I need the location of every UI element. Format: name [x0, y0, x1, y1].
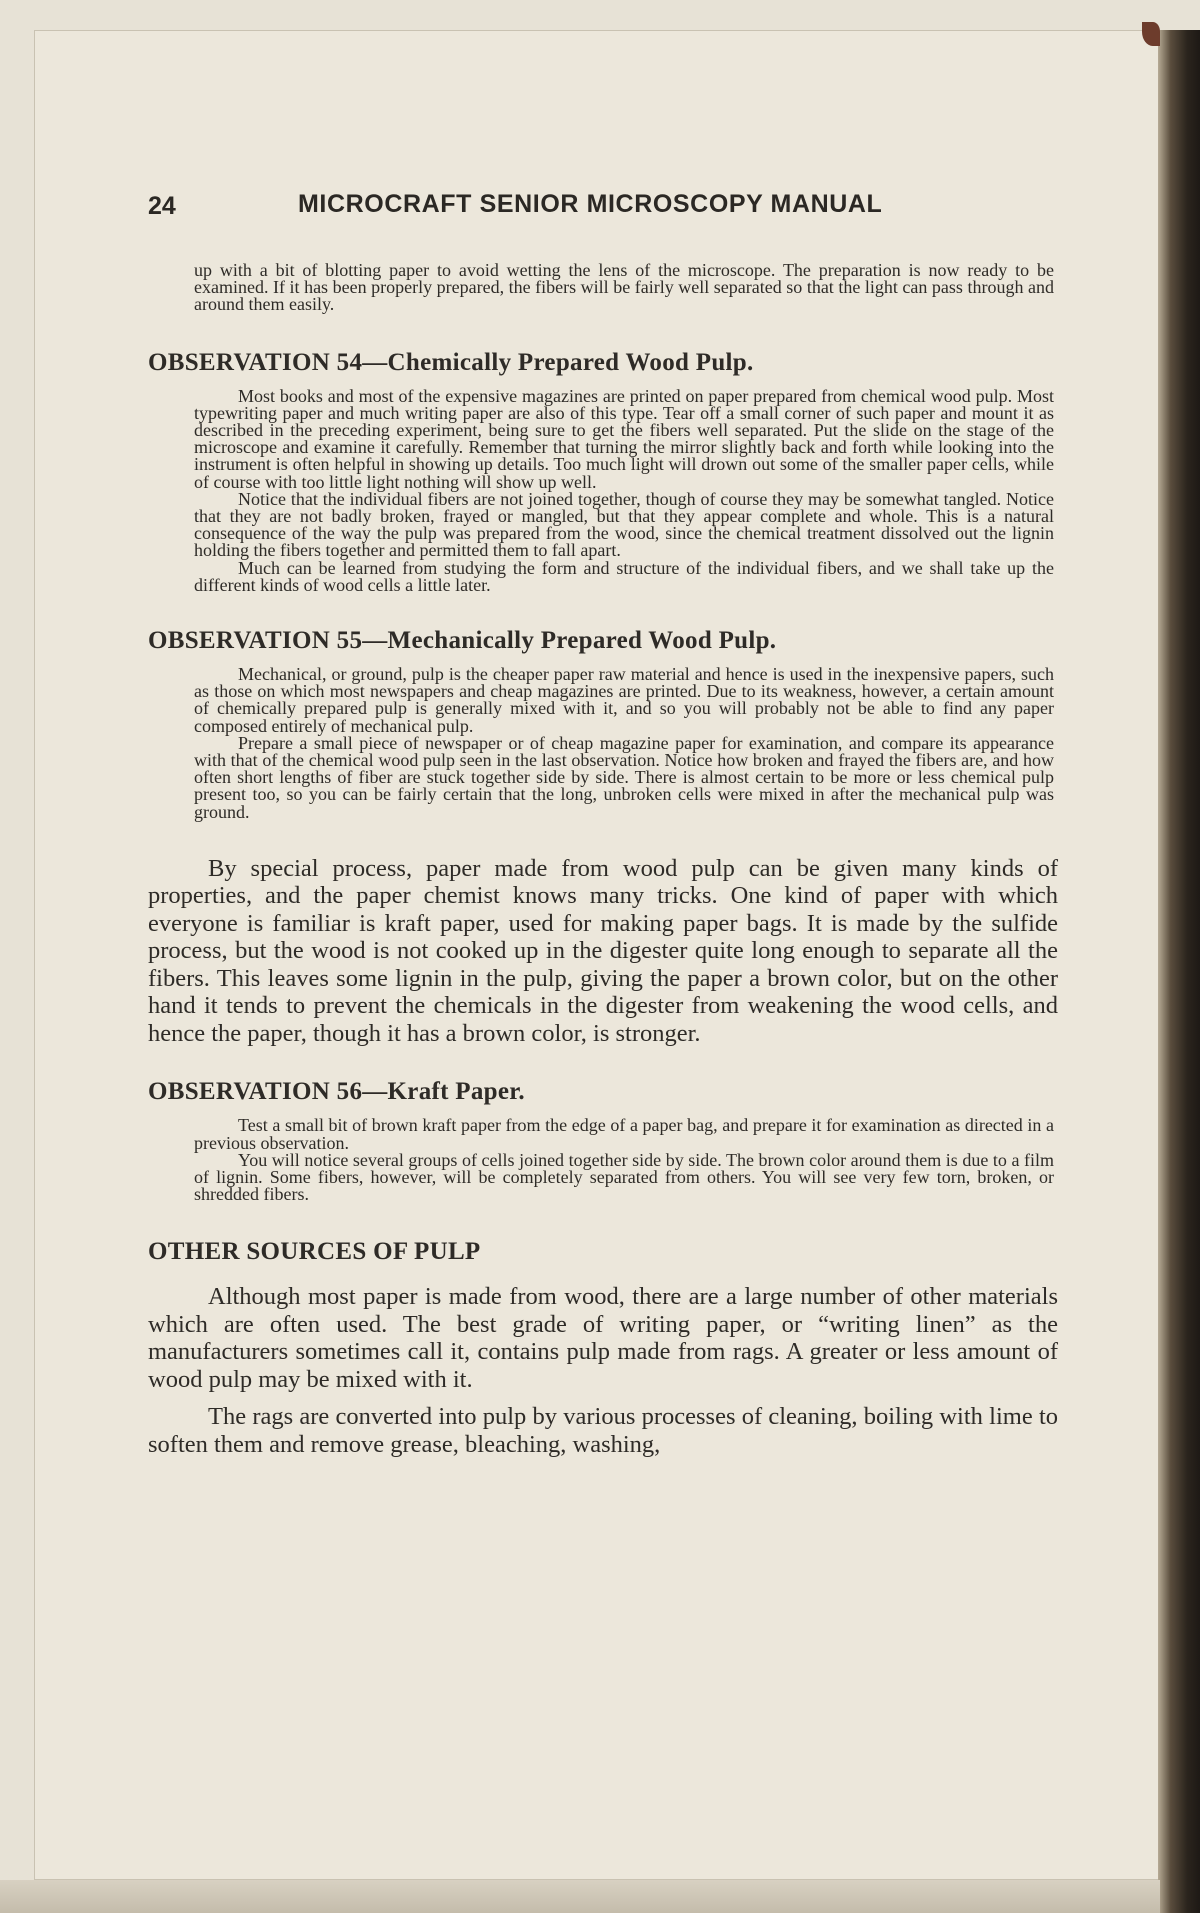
intro-section — [194, 262, 1054, 314]
running-title: MICROCRAFT SENIOR MICROSCOPY MANUAL — [298, 190, 883, 218]
page-bottom-edge — [0, 1880, 1160, 1913]
observation-54-heading: OBSERVATION 54—Chemically Prepared Wood Pulp. — [148, 348, 754, 376]
corner-mark — [1142, 22, 1160, 46]
kraft-intro-section — [148, 855, 1058, 1048]
kraft-intro-paragraph: By special process, paper made from wood pulp can be given many kinds of properties, and the paper chemist knows many tricks. One kind of paper with which everyone is familiar is kraft paper, used for making paper bags. It is made by the sulfide process, but the wood is not cooked up in the digester quite long enough to separate all the fibers. This leaves some lignin in the pulp, giving the paper a brown color, but on the other hand it tends to prevent the chemicals in the digester from weakening the wood cells, and hence the paper, though it has a brown color, is stronger. — [148, 854, 1058, 1047]
observation-55-body — [194, 666, 1054, 821]
observation-54-paragraph: Notice that the individual fibers are not joined together, though of course they may be somewhat tangled. Notice that they are not badly broken, frayed or mangled, but that they appear complete and whole. This is a natural consequence of the way the pulp was prepared from the wood, since the chemical treatment dissolved out the lignin holding the fibers together and permitted them to fall apart. — [194, 488, 1054, 561]
observation-56-paragraph: You will notice several groups of cells joined together side by side. The brown color around them is due to a film of lignin. Some fibers, however, will be completely separated from others. You will see very few torn, broken, or shredded fibers. — [194, 1149, 1054, 1205]
observation-56-heading: OBSERVATION 56—Kraft Paper. — [148, 1078, 525, 1106]
page-number: 24 — [148, 192, 176, 220]
other-sources-heading: OTHER SOURCES OF PULP — [148, 1238, 481, 1266]
observation-54-paragraph: Most books and most of the expensive magazines are printed on paper prepared from chemical wood pulp. Most typewriting paper and much writing paper are also of this type. Tear off a small corner of such paper and mount it as described in the preceding experiment, being sure to get the fibers well separated. Put the slide on the stage of the microscope and examine it carefully. Remember that turning the mirror slightly back and forth while looking into the instrument is often helpful in showing up details. Too much light will drown out some of the smaller paper cells, while of course with too little light nothing will show up well. — [194, 385, 1054, 492]
book-spine — [1158, 30, 1200, 1913]
page-content — [148, 262, 1063, 1458]
other-sources-body — [148, 1283, 1058, 1458]
observation-56-paragraph: Test a small bit of brown kraft paper from the edge of a paper bag, and prepare it for examination as directed in a previous observation. — [194, 1115, 1054, 1153]
observation-54-paragraph: Much can be learned from studying the form and structure of the individual fibers, and we shall take up the different kinds of wood cells a little later. — [194, 557, 1054, 595]
other-sources-paragraph: Although most paper is made from wood, there are a large number of other materials which are often used. The best grade of writing paper, or “writing linen” as the manufacturers sometimes call it, contains pulp made from rags. A greater or less amount of wood pulp may be mixed with it. — [148, 1283, 1058, 1393]
observation-55-paragraph: Prepare a small piece of newspaper or of cheap magazine paper for examination, and compare its appearance with that of the chemical wood pulp seen in the last observation. Notice how broken and frayed the fibers are, and how often short lengths of fiber are stuck together side by side. There is almost certain to be more or less chemical pulp present too, so you can be fairly certain that the long, unbroken cells were mixed in after the mechanical pulp was ground. — [194, 732, 1054, 822]
other-sources-paragraph: The rags are converted into pulp by various processes of cleaning, boiling with lime to soften them and remove grease, bleaching, washing, — [148, 1403, 1058, 1458]
observation-55-heading: OBSERVATION 55—Mechanically Prepared Wood Pulp. — [148, 627, 777, 655]
observation-54-body — [194, 385, 1054, 595]
observation-55-paragraph: Mechanical, or ground, pulp is the cheaper paper raw material and hence is used in the inexpensive papers, such as those on which most newspapers and cheap magazines are printed. Due to its weakness, however, a certain amount of chemically prepared pulp is generally mixed with it, and so you will probably not be able to find any paper composed entirely of mechanical pulp. — [194, 664, 1054, 736]
running-header — [148, 190, 1038, 226]
intro-paragraph: up with a bit of blotting paper to avoid wetting the lens of the microscope. The preparation is now ready to be examined. If it has been properly prepared, the fibers will be fairly well separated so that the light can pass through and around them easily. — [194, 260, 1054, 315]
observation-56-body — [194, 1117, 1054, 1203]
